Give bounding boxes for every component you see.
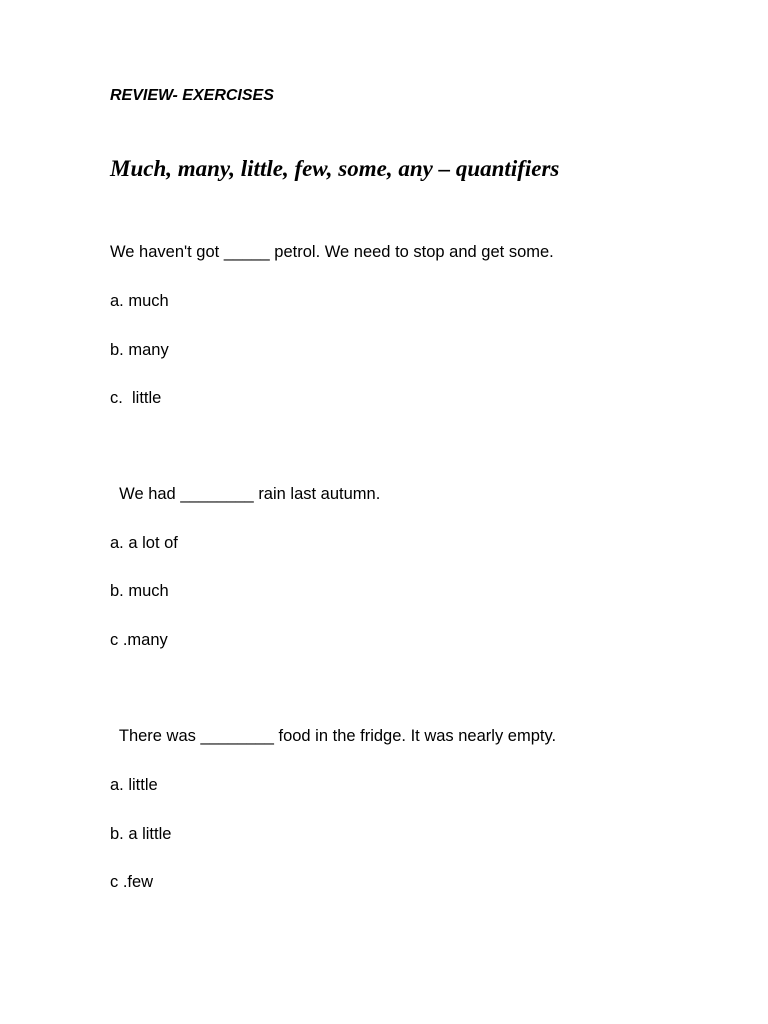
page-title: Much, many, little, few, some, any – quantifiers xyxy=(110,156,560,181)
question-1-option-c: c. little xyxy=(110,389,162,407)
section-heading: REVIEW- EXERCISES xyxy=(110,87,274,104)
question-2-option-a: a. a lot of xyxy=(110,534,178,552)
question-2-prompt: We had ________ rain last autumn. xyxy=(110,485,381,503)
question-3-option-a: a. little xyxy=(110,776,158,794)
question-1-option-b: b. many xyxy=(110,341,169,359)
question-1-prompt: We haven't got _____ petrol. We need to stop and get some. xyxy=(110,243,554,261)
question-2-option-c: c .many xyxy=(110,631,168,649)
question-3-option-b: b. a little xyxy=(110,825,172,843)
question-2-option-b: b. much xyxy=(110,582,169,600)
question-1-option-a: a. much xyxy=(110,292,169,310)
question-3-option-c: c .few xyxy=(110,873,154,891)
question-3-prompt: There was ________ food in the fridge. It was nearly empty. xyxy=(110,727,557,745)
